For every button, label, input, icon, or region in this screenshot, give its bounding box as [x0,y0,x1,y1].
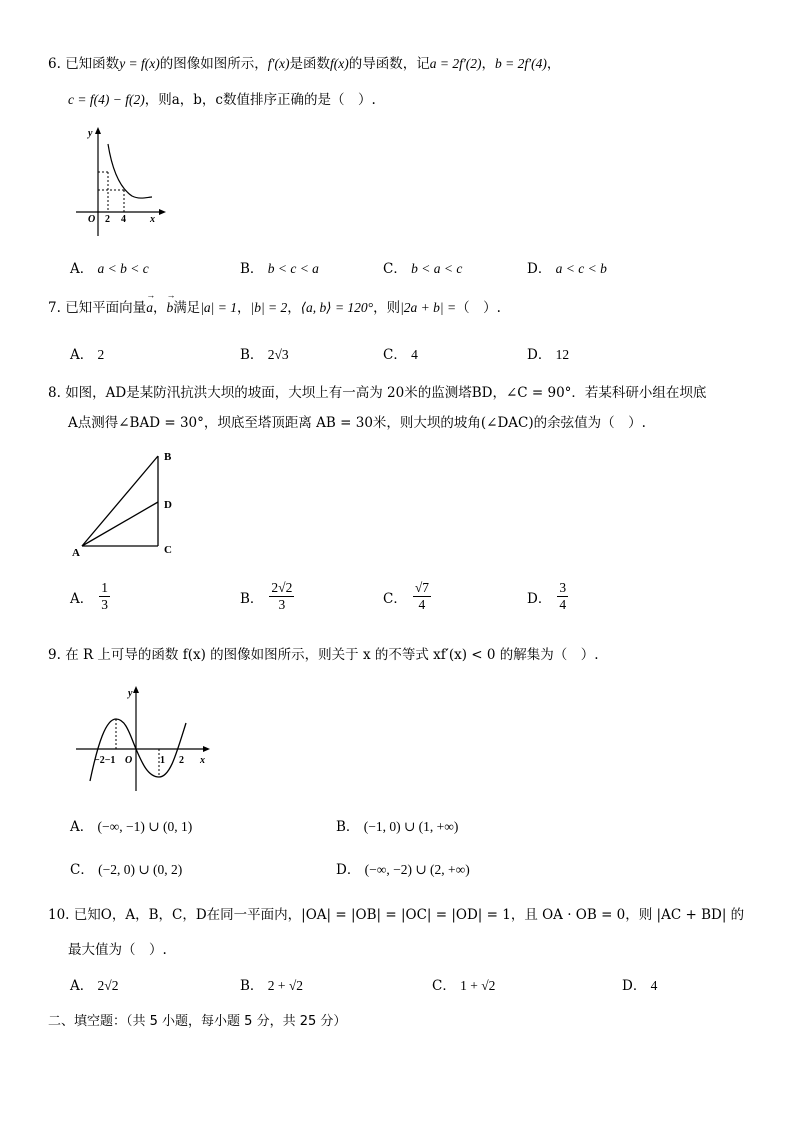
q10-option-b[interactable]: B． 2 + √2 [240,978,303,994]
q7-option-c[interactable]: C． 4 [383,347,418,363]
q6-option-d[interactable]: D． a < c < b [527,261,607,277]
q9-option-a[interactable]: A． (−∞, −1) ∪ (0, 1) [70,819,193,835]
section-2-heading: 二、填空题：（共 5 小题，每小题 5 分，共 25 分） [48,1014,347,1029]
q7-option-d[interactable]: D． 12 [527,347,570,363]
q6-line1: 6. 已知函数y = f(x)的图像如图所示，f′(x)是函数f(x)的导函数，记a = 2f′(2)，b = 2f′(4)， [48,56,561,72]
q9-graph [72,683,214,793]
q6-graph-y-label: y [88,128,93,139]
q9-option-c[interactable]: C． (−2, 0) ∪ (0, 2) [70,862,183,878]
q8-line2: A点测得∠BAD = 30°，坝底至塔顶距离 AB = 30米，则大坝的坡角(∠DAC)的余弦值为（ ）. [68,415,646,431]
q8-label-d: D [164,499,172,511]
q6-graph [72,124,172,242]
q9-line: 9. 在 R 上可导的函数 f(x) 的图像如图所示，则关于 x 的不等式 xf′(x) < 0 的解集为（ ）. [48,647,599,663]
q8-option-a[interactable]: A． $\frac{1}{3}$ [70,580,108,612]
q7-line: 7. 已知平面向量→ a，→ b满足|a| = 1，|b| = 2，⟨a, b⟩ = 120°，则|2a + b| =（ ）. [48,296,501,316]
q8-option-c[interactable]: C． $\frac{√7}{4}$ [383,580,430,612]
q7-option-a[interactable]: A． 2 [70,347,105,363]
q8-option-d[interactable]: D． $\frac{3}{4}$ [527,580,567,612]
q6-option-c[interactable]: C． b < a < c [383,261,463,277]
q9-option-b[interactable]: B． (−1, 0) ∪ (1, +∞) [336,819,459,835]
q10-line1: 10. 已知O，A，B，C，D在同一平面内，|OA| = |OB| = |OC| = |OD| = 1，且 OA · OB = 0，则 |AC + BD| 的 [48,907,745,923]
q9-graph-o-label: O [125,755,133,766]
q6-line2: c = f(4) − f(2)，则a，b，c数值排序正确的是（ ）. [68,92,376,108]
q9-graph-tick-1: 1 [160,755,165,766]
q6-graph-tick-2: 2 [105,214,110,225]
q9-graph-tick-2: 2 [179,755,184,766]
q8-label-c: C [164,544,172,556]
q8-figure [70,446,190,558]
q10-option-c[interactable]: C． 1 + √2 [432,978,496,994]
q6-graph-tick-4: 4 [121,214,126,225]
q6-graph-x-label: x [150,214,155,225]
q8-label-b: B [164,451,172,463]
q9-graph-left-ticks: −2−1 [94,755,116,766]
q6-option-a[interactable]: A． a < b < c [70,261,149,277]
q7-option-b[interactable]: B． 2√3 [240,347,289,363]
q10-option-a[interactable]: A． 2√2 [70,978,119,994]
q8-label-a: A [72,547,80,558]
q9-graph-x-label: x [200,755,205,766]
q10-line2: 最大值为（ ）. [68,942,167,958]
q6-graph-o-label: O [88,214,96,225]
q9-option-d[interactable]: D． (−∞, −2) ∪ (2, +∞) [336,862,470,878]
q10-option-d[interactable]: D． 4 [622,978,658,994]
q8-option-b[interactable]: B． $\frac{2√2}{3}$ [240,580,293,612]
q8-line1: 8. 如图，AD是某防汛抗洪大坝的坡面，大坝上有一高为 20米的监测塔BD，∠C = 90°．若某科研小组在坝底 [48,385,707,401]
q6-option-b[interactable]: B． b < c < a [240,261,319,277]
q9-graph-y-label: y [128,688,133,699]
